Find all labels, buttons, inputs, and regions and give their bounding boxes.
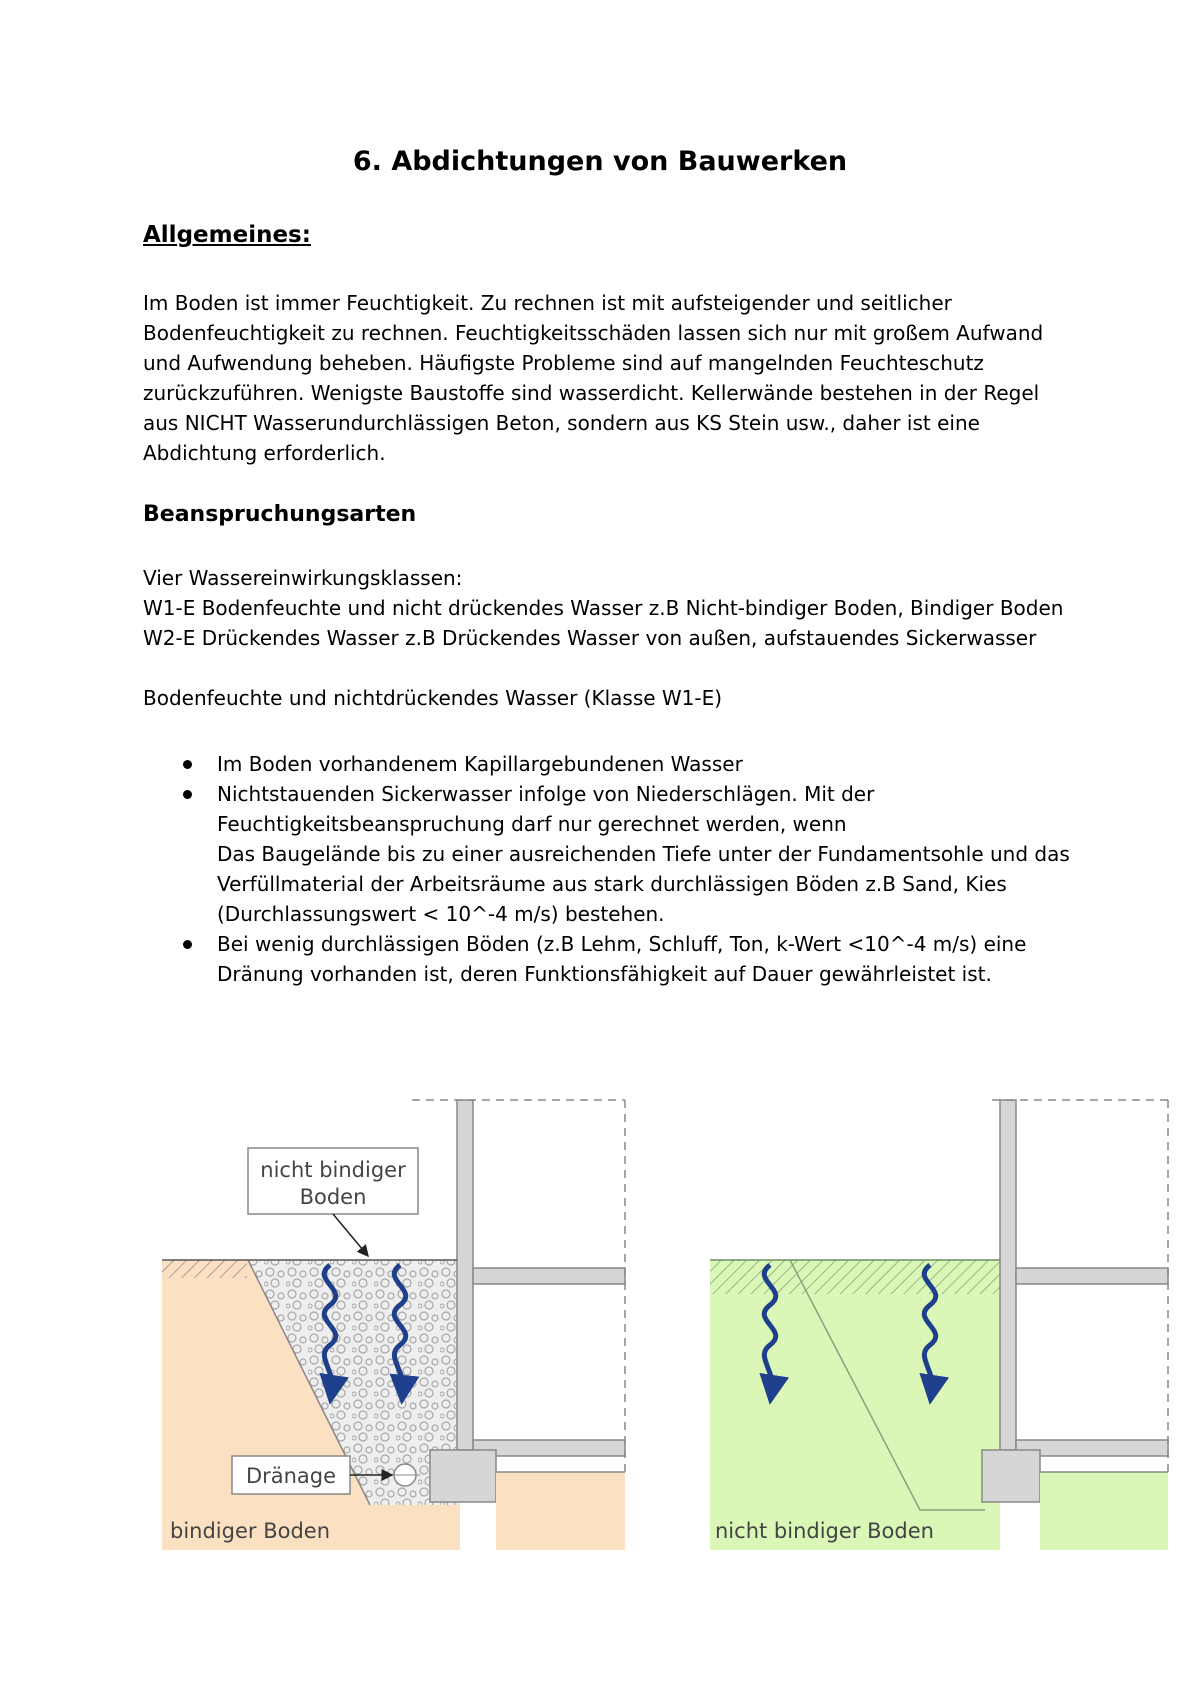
callout-line1: nicht bindiger <box>260 1158 406 1182</box>
w1-subheading: Bodenfeuchte und nichtdrückendes Wasser (Klasse W1-E) <box>143 686 723 710</box>
foundation <box>982 1450 1040 1502</box>
general-paragraph: Im Boden ist immer Feuchtigkeit. Zu rechnen ist mit aufsteigender und seitlicher Bodenfeuchtigkeit zu rechnen. Feuchtigkeitsschäden lassen sich nur mit großem Aufwand und Aufwendung beheben. Häufigste Probleme sind auf mangelnden Feuchteschutz zurückzuführen. Wenigste Baustoffe sind wasserdicht. Kellerwände bestehen in der Regel aus NICHT Wasserundurchlässigen Beton, sondern aus KS Stein usw., daher ist eine Abdichtung erforderlich. <box>143 291 1044 465</box>
foundation <box>430 1450 496 1502</box>
water-classes-block <box>143 563 1103 653</box>
class-w2-line: W2-E Drückendes Wasser z.B Drückendes Wasser von außen, aufstauendes Sickerwasser <box>143 626 1037 650</box>
list-item: Nichtstauenden Sickerwasser infolge von Niederschlägen. Mit der Feuchtigkeitsbeanspruchung darf nur gerechnet werden, wenn Das Baugelände bis zu einer ausreichenden Tiefe unter der Fundamentsohle und das Verfüllmaterial der Arbeitsräume aus stark durchlässigen Böden z.B Sand, Kies (Durchlassungswert < 10^-4 m/s) bestehen. <box>143 779 1073 929</box>
drainage-figure <box>0 1090 1200 1560</box>
left-diagram <box>162 1100 625 1550</box>
callout-line2: Boden <box>299 1185 367 1209</box>
page-title: 6. Abdichtungen von Bauwerken <box>352 146 848 177</box>
right-diagram <box>710 1100 1168 1550</box>
non-cohesive-soil-label: nicht bindiger Boden <box>715 1519 934 1543</box>
classes-intro: Vier Wassereinwirkungsklassen: <box>143 566 463 590</box>
cohesive-soil-label: bindiger Boden <box>170 1519 331 1543</box>
basement-wall <box>1000 1100 1016 1450</box>
drain-label: Dränage <box>245 1464 337 1488</box>
w1-subheading-block <box>143 683 1103 713</box>
basement-wall <box>457 1100 473 1450</box>
class-w1-line: W1-E Bodenfeuchte und nicht drückendes Wasser z.B Nicht-bindiger Boden, Bindiger Boden <box>143 596 1064 620</box>
w1-bullet-list <box>143 749 1073 989</box>
non-cohesive-soil-area <box>710 1260 1000 1550</box>
section-heading-general: Allgemeines: <box>143 222 311 248</box>
list-item: Bei wenig durchlässigen Böden (z.B Lehm, Schluff, Ton, k-Wert <10^-4 m/s) eine Dränung vorhanden ist, deren Funktionsfähigkeit auf Dauer gewährleistet ist. <box>143 929 1073 989</box>
section-heading-stress: Beanspruchungsarten <box>143 502 417 527</box>
list-item: Im Boden vorhandenem Kapillargebundenen Wasser <box>143 749 1073 779</box>
